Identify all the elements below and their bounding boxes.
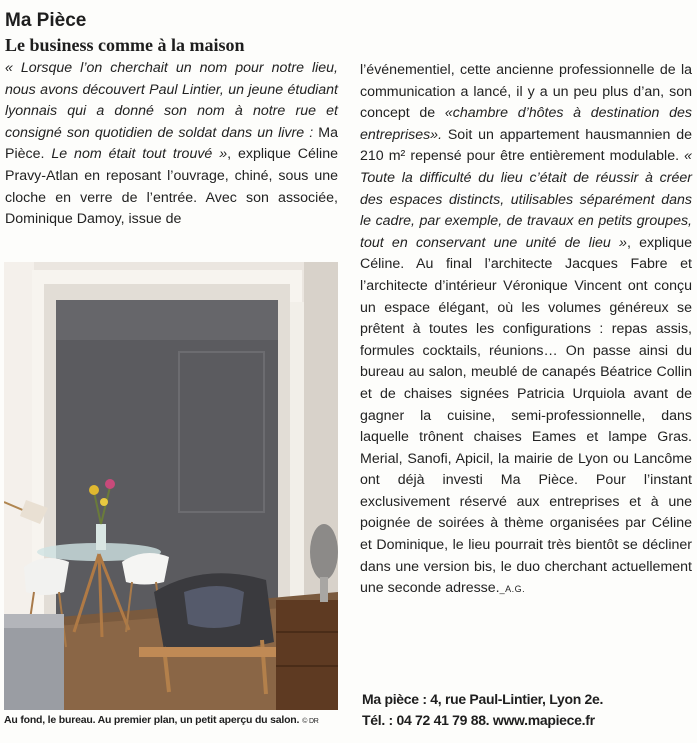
concept-quote: «chambre d’hôtes à destination des entreprises».	[360, 105, 692, 143]
address-block	[362, 689, 692, 731]
left-column	[5, 58, 338, 231]
book-title: Ma Pièce.	[5, 124, 338, 163]
right-paragraph	[360, 60, 692, 601]
right-column	[360, 60, 692, 601]
right-text-1: l’événementiel, cette ancienne professionnelle de la communication a lancé, il y a un peu plus d’an, son concept de	[360, 62, 692, 122]
caption-text: Au fond, le bureau. Au premier plan, un petit aperçu du salon.	[4, 714, 300, 726]
opening-quote-end: Le nom était tout trouvé »	[44, 146, 228, 163]
opening-quote: « Lorsque l’on cherchait un nom pour notre lieu, nous avons découvert Paul Lintier, un jeune étudiant lyonnais qui a donné son nom à notre rue et consigné son quotidien de soldat dans un livre :	[5, 60, 338, 141]
article-title: Ma Pièce	[5, 10, 87, 31]
difficulty-quote: « Toute la difficulté du lieu c’était de réussir à créer des espaces distincts, utilisables séparément dans le cadre, par exemple, de travaux en petits groupes, tout en conservant une unité de lieu »	[360, 148, 692, 251]
photo-credit: © DR	[302, 718, 319, 725]
phone-website-line[interactable]: Tél. : 04 72 41 79 88. www.mapiece.fr	[362, 712, 595, 728]
right-text-3: , explique Céline. Au final l’architecte Jacques Fabre et l’architecte d’intérieur Véronique Vincent ont conçu un espace élégant, où les volumes généreux se prêtent à toutes les configurations : repas assis, formules cocktails, réunions… On passe ainsi du bureau au salon, meublé de canapés Béatrice Collin et de chaises signées Patricia Urquiola avant de gagner la cuisine, semi-professionnelle, dans laquelle trônent chaises Eames et lampe Gras. Merial, Sanofi, Apicil, la mairie de Lyon ou Lancôme ont déjà investi	[360, 234, 692, 489]
address-line: Ma pièce : 4, rue Paul-Lintier, Lyon 2e.	[362, 691, 604, 707]
ma-piece-mention: Ma Pièce.	[500, 472, 578, 489]
article-subtitle: Le business comme à la maison	[5, 35, 245, 55]
right-text-4: Pour l’instant exclusivement réservé aux entreprises et à une poignée de soirées à thème organisées par Céline et Dominique, le lieu pourrait très bientôt se décliner dans une version bis, le duo cherchant actuellement une seconde adresse.	[360, 472, 692, 597]
photo-caption	[4, 714, 340, 726]
right-text-2: Soit un appartement hausmannien de 210 m² repensé pour être entièrement modulable.	[360, 126, 692, 165]
interior-photo-illustration	[4, 262, 338, 710]
author-signature: _A.G.	[499, 584, 526, 595]
left-paragraph	[5, 58, 338, 231]
interior-photo	[4, 262, 338, 710]
left-body-text: , explique Céline Pravy-Atlan en reposant l’ouvrage, chiné, sous une cloche en verre de l’entrée. Avec son associée, Dominique Damoy, issue de	[5, 146, 338, 228]
